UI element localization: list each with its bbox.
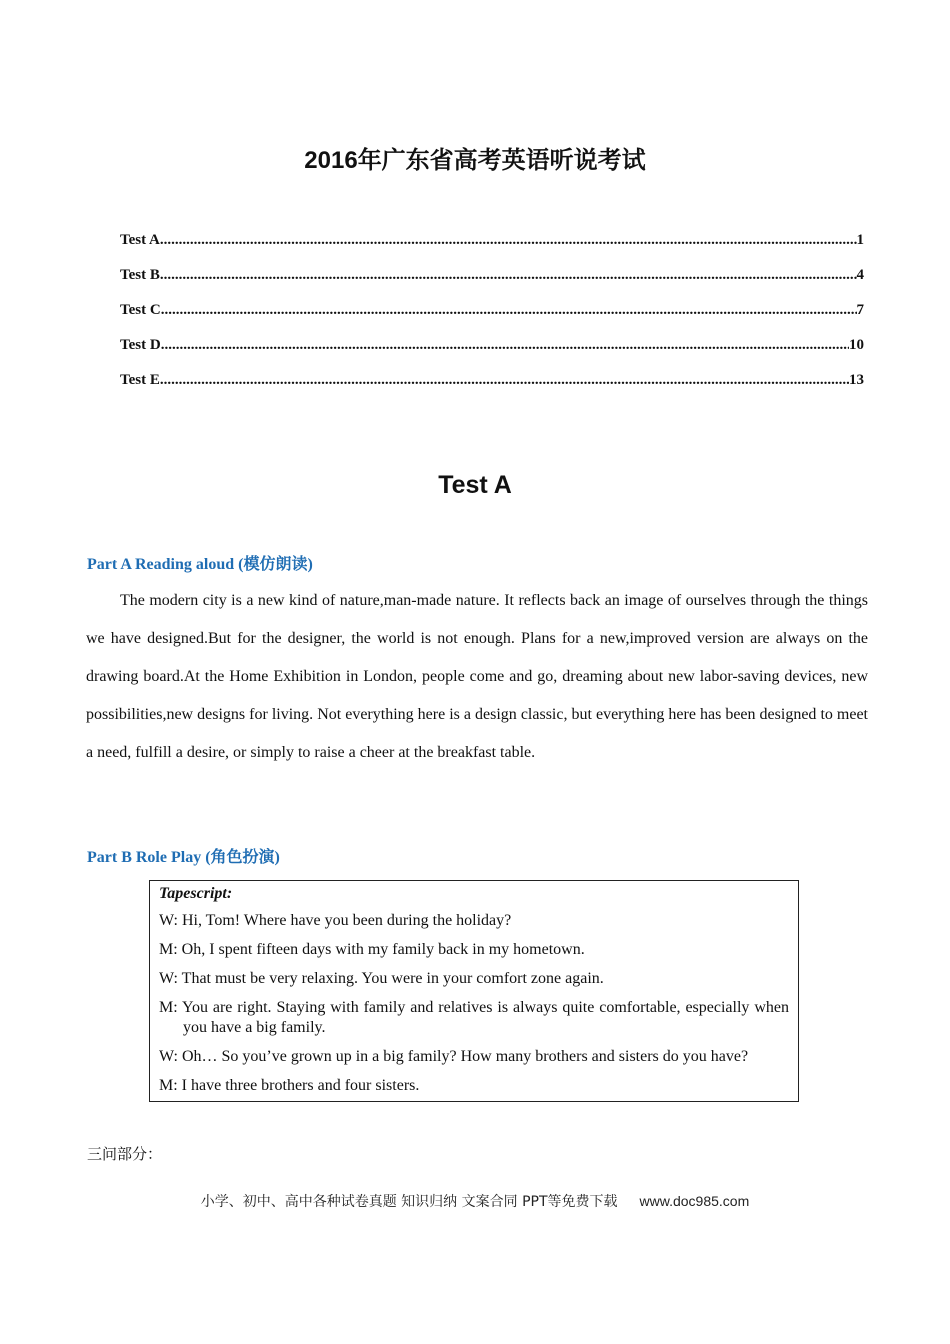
toc-entry[interactable] — [120, 369, 864, 404]
toc-entry-page: 4 — [856, 267, 864, 283]
toc-entry-label: Test C — [120, 302, 161, 318]
toc-entry-label: Test D — [120, 337, 161, 353]
toc-leader-dots — [160, 229, 857, 251]
dialogue-line: W: That must be very relaxing. You were in your comfort zone again. — [159, 970, 604, 987]
three-questions-label: 三问部分： — [87, 1145, 163, 1163]
reading-aloud-passage: The modern city is a new kind of nature,man-made nature. It reflects back an image of ourselves through the things we have designed.But for the designer, the world is not enough. Plans for a new,improved version are always on the drawing board.At the Home Exhibition in London, people come and go, dreaming about new labor-saving devices, new possibilities,new designs for living. Not everything here is a design classic, but everything here has been designed to meet a need, fulfill a desire, or simply to raise a cheer at the breakfast table. — [86, 592, 868, 761]
toc-leader-dots — [161, 334, 849, 356]
toc-entry[interactable] — [120, 299, 864, 334]
toc-entry-page: 10 — [849, 337, 864, 353]
toc-leader-dots — [161, 299, 857, 321]
toc-entry-page: 13 — [849, 372, 864, 388]
document-title: 2016年广东省高考英语听说考试 — [304, 147, 646, 174]
toc-leader-dots — [160, 369, 849, 391]
toc-entry-label: Test B — [120, 267, 160, 283]
toc-entry-label: Test E — [120, 372, 160, 388]
toc-entry[interactable] — [120, 229, 864, 264]
dialogue-line: M: I have three brothers and four sisters. — [159, 1077, 420, 1094]
toc-entry[interactable] — [120, 334, 864, 369]
toc-leader-dots — [160, 264, 857, 286]
tapescript-label: Tapescript: — [159, 885, 233, 902]
dialogue-line: W: Oh… So you’ve grown up in a big family? How many brothers and sisters do you have? — [159, 1048, 749, 1065]
table-of-contents — [120, 229, 864, 404]
toc-entry-label: Test A — [120, 232, 160, 248]
dialogue-line: M: You are right. Staying with family and relatives is always quite comfortable, especially when you have a big family. — [159, 999, 789, 1036]
dialogue-line: W: Hi, Tom! Where have you been during the holiday? — [159, 912, 512, 929]
footer-url-link[interactable]: www.doc985.com — [639, 1193, 750, 1209]
part-b-heading: Part B Role Play (角色扮演) — [87, 849, 280, 866]
toc-entry[interactable] — [120, 264, 864, 299]
tapescript-box — [149, 880, 799, 1102]
toc-entry-page: 1 — [856, 232, 864, 248]
page-footer — [0, 1190, 950, 1213]
toc-entry-page: 7 — [856, 302, 864, 318]
part-a-heading: Part A Reading aloud (模仿朗读) — [87, 556, 313, 573]
dialogue-line: M: Oh, I spent fifteen days with my family back in my hometown. — [159, 941, 585, 958]
footer-text: 小学、初中、高中各种试卷真题 知识归纳 文案合同 PPT等免费下载 — [200, 1194, 618, 1210]
section-heading: Test A — [438, 471, 512, 499]
